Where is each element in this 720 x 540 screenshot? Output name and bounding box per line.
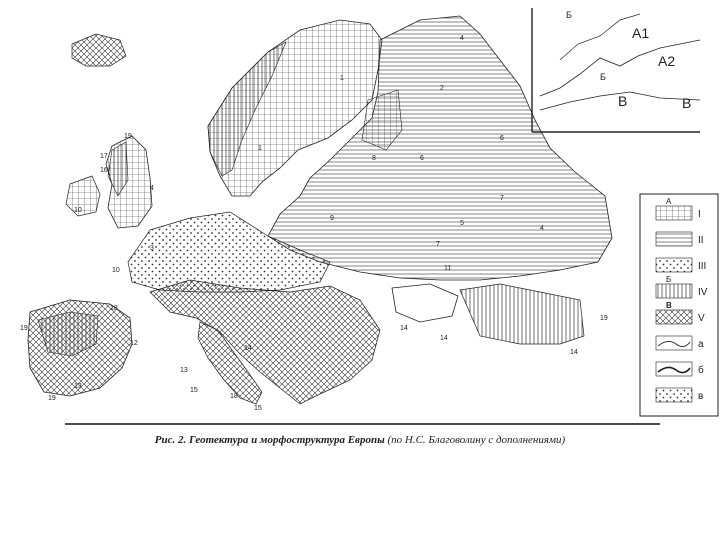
caption-source: (по Н.С. Благоволину с дополнениями) [387,434,566,446]
inset-label: Б [566,10,572,20]
inset-map [532,8,700,132]
legend-label: III [698,261,707,272]
map-number: 14 [570,349,578,356]
inset-label: В [618,93,628,109]
map-number: 4 [460,35,464,42]
map-number: 19 [124,133,132,140]
inset-label: А2 [658,53,676,69]
map-number: 14 [400,325,408,332]
legend [640,194,718,416]
legend-label: V [698,313,705,324]
legend-letter: В [666,301,672,310]
legend-label: б [698,365,704,376]
map-number: 1 [340,75,344,82]
map-number: 4 [540,225,544,232]
black-sea [392,284,458,322]
map-number: 13 [180,367,188,374]
map-number: 7 [436,241,440,248]
british-isles [66,136,152,228]
map-number: 2 [440,85,444,92]
map-number: 19 [600,315,608,322]
legend-label: II [698,235,704,246]
map-number: 6 [500,135,504,142]
map-number: 5 [460,220,464,227]
inset-label: В [682,95,692,111]
map-number: 15 [190,387,198,394]
map-number: 13 [74,383,82,390]
iceland [72,34,126,66]
map-number: 3 [150,245,154,252]
map-number: 12 [130,340,138,347]
map-number: 4 [150,185,154,192]
legend-label: I [698,209,701,220]
legend-label: а [698,339,704,350]
map-number: 7 [500,195,504,202]
map-number: 16 [100,167,108,174]
legend-letter: А [666,197,672,206]
figure-caption [0,434,720,446]
map-number: 8 [372,155,376,162]
caption-title: Рис. 2. Геотектура и морфоструктура Европы [154,434,385,446]
legend-label: IV [698,287,708,298]
map-number: 1 [258,145,262,152]
map-number: 17 [100,153,108,160]
map-number: 6 [420,155,424,162]
map-number: 18 [230,393,238,400]
map-number: 10 [74,207,82,214]
map-number: 19 [20,325,28,332]
legend-letter: Б [666,275,672,284]
map-number: 10 [112,267,120,274]
map-number: 18 [110,305,118,312]
inset-label: А1 [632,25,650,41]
iberian-peninsula [28,300,132,396]
map-number: 15 [254,405,262,412]
map-number: 14 [244,345,252,352]
map-number: 9 [330,215,334,222]
map-number: 14 [440,335,448,342]
legend-label: в [698,391,704,402]
inset-label: Б [600,72,606,82]
map-number: 19 [48,395,56,402]
map-number: 11 [444,265,452,272]
